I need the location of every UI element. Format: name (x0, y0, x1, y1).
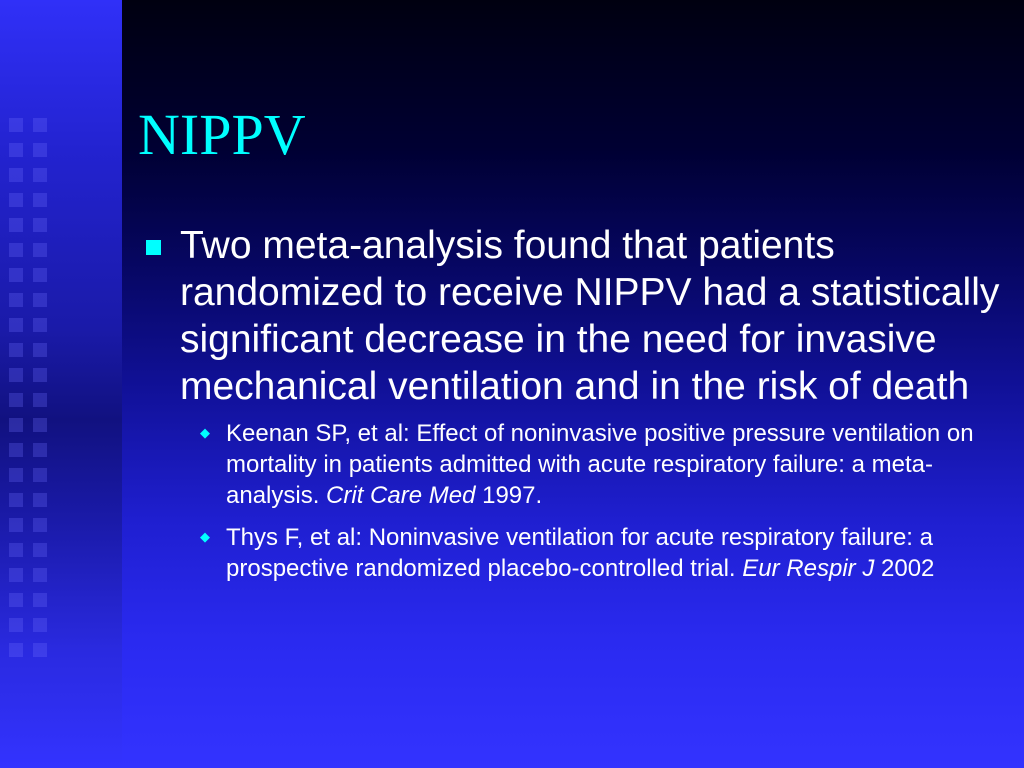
reference-year: 1997. (475, 482, 543, 509)
bullet-list (142, 222, 1002, 595)
reference-item (180, 418, 1002, 511)
diamond-bullet-icon: ◆ (200, 425, 210, 440)
reference-journal: Crit Care Med (326, 482, 476, 509)
reference-year: 2002 (874, 555, 935, 582)
square-bullet-icon (146, 240, 161, 255)
diamond-bullet-icon: ◆ (200, 529, 210, 544)
left-decorative-strip (0, 0, 122, 768)
reference-journal: Eur Respir J (742, 555, 875, 582)
decorative-squares-left (9, 118, 23, 668)
reference-list (180, 418, 1002, 584)
reference-item (180, 522, 1002, 584)
main-bullet-item (142, 222, 1002, 584)
reference-text: Keenan SP, et al: Effect of noninvasive positive pressure ventilation on mortality in patients admitted with acute respiratory failure: a meta-analysis. (226, 420, 974, 509)
slide-title: NIPPV (138, 102, 306, 167)
main-bullet-text: Two meta-analysis found that patients randomized to receive NIPPV had a statistically significant decrease in the need for invasive mechanical ventilation and in the risk of death (180, 224, 1000, 408)
decorative-squares-right (33, 118, 47, 668)
reference-text: Thys F, et al: Noninvasive ventilation for acute respiratory failure: a prospective randomized placebo-controlled trial. (226, 524, 933, 582)
